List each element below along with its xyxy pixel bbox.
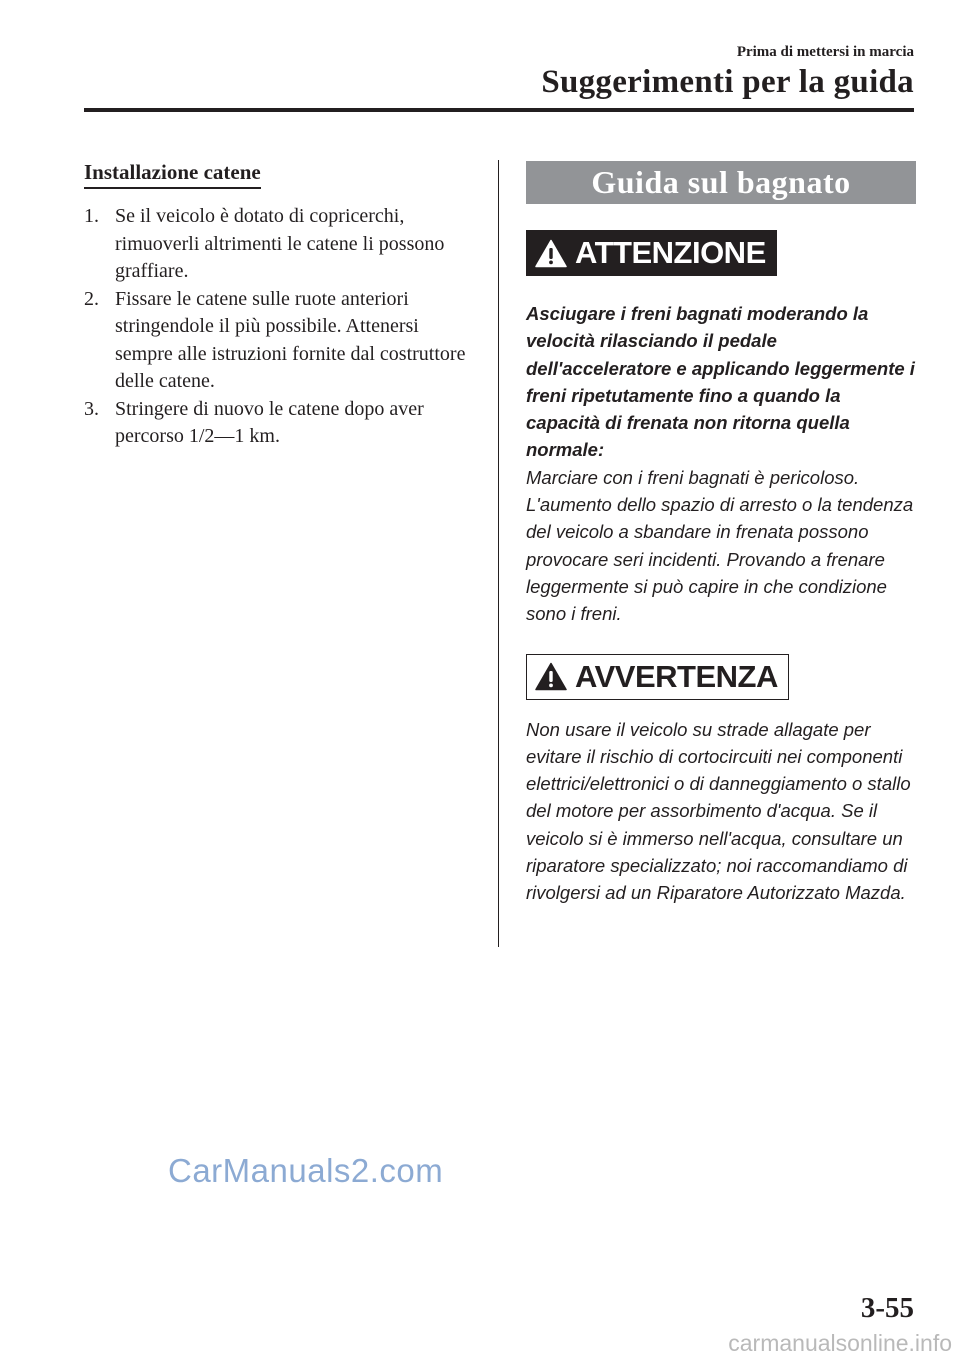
attention-block	[526, 230, 916, 628]
brand-watermark: CarManuals2.com	[168, 1152, 444, 1189]
step-number: 1.	[84, 205, 99, 227]
warning-triangle-icon	[535, 662, 567, 691]
list-item	[84, 286, 474, 396]
right-column	[526, 161, 916, 907]
step-text: Fissare le catene sulle ruote anteriori stringendole il più possibile. Attenersi sempre alle istruzioni fornite dal costruttore delle catene.	[115, 287, 466, 392]
section-banner: Guida sul bagnato	[526, 161, 916, 204]
header-divider	[84, 108, 914, 112]
step-number: 2.	[84, 287, 99, 310]
header-section-label: Prima di mettersi in marcia	[736, 44, 914, 60]
page-title: Suggerimenti per la guida	[541, 64, 914, 100]
attention-text: Marciare con i freni bagnati è pericoloso. L'aumento dello spazio di arresto o la tendenza del veicolo a sbandare in frenata possono provocare seri incidenti. Provando a frenare leggermente si può capire in che condizione sono i freni.	[526, 466, 914, 625]
warning-text: Non usare il veicolo su strade allagate per evitare il rischio di cortocircuiti nei componenti elettrici/elettronici o di danneggiamento o stallo del motore per assorbimento d'acqua. Se il veicolo si è immerso nell'acqua, consultare un riparatore specializzato; noi raccomandiamo di rivolgersi ad un Riparatore Autorizzato Mazda.	[526, 718, 911, 904]
steps-list	[84, 203, 474, 451]
warning-label: AVVERTENZA	[575, 658, 778, 694]
attention-bold-text: Asciugare i freni bagnati moderando la velocità rilasciando il pedale dell'acceleratore e applicando leggermente i freni ripetutamente fino a quando la capacità di frenata non ritorna quella normale:	[526, 303, 915, 461]
step-text: Se il veicolo è dotato di copricerchi, rimuoverli altrimenti le catene li possono graffiare.	[115, 205, 445, 282]
attention-label: ATTENZIONE	[575, 235, 766, 270]
warning-triangle-icon	[535, 239, 567, 268]
list-item	[84, 203, 474, 286]
subheading-chain-installation: Installazione catene	[84, 160, 261, 189]
step-number: 3.	[84, 397, 99, 420]
warning-block	[526, 654, 916, 907]
left-column	[84, 160, 474, 451]
warning-label-box	[526, 654, 789, 700]
list-item	[84, 396, 474, 451]
site-watermark: carmanualsonline.info	[728, 1330, 952, 1356]
column-divider	[498, 160, 499, 947]
attention-label-box	[526, 230, 777, 276]
page-number: 3-55	[860, 1292, 914, 1324]
step-text: Stringere di nuovo le catene dopo aver percorso 1/2―1 km.	[115, 397, 424, 447]
